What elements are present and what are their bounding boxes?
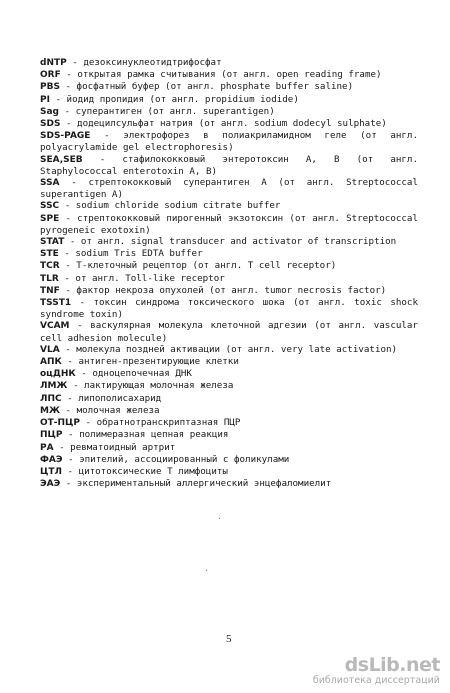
abbreviation-entry (40, 429, 418, 441)
abbreviation-definition: - молекула поздней активации (от англ. very late activation) (59, 343, 398, 355)
abbreviation-entry (40, 130, 418, 153)
abbreviation-definition: - sodium Tris EDTA buffer (58, 248, 203, 260)
abbreviation-entry (40, 236, 418, 248)
abbreviation-term: SDS-PAGE (40, 131, 91, 142)
abbreviation-definition: - от англ. signal transducer and activator of transcription (64, 236, 397, 248)
abbreviation-entry (40, 297, 418, 320)
abbreviation-definition: - дезоксинуклеотидтрифосфат (66, 57, 222, 68)
abbreviation-term: TLR (40, 273, 59, 284)
abbreviation-term: ORF (40, 70, 61, 81)
abbreviation-definition: - электрофорез в полиакриламидном геле (от англ. polyacrylamide gel electrophoresis) (40, 130, 418, 154)
abbreviation-entry (40, 118, 418, 130)
watermark-logo: dsLib.net (344, 654, 440, 676)
abbreviation-entry (40, 213, 418, 236)
abbreviation-term: dNTP (40, 58, 67, 68)
abbreviation-entry (40, 154, 418, 177)
abbreviation-definition: - токсин синдрома токсического шока (от англ. toxic shock syndrome toxin) (40, 297, 418, 321)
abbreviation-definition: - цитотоксические Т лимфоциты (61, 465, 228, 477)
abbreviation-entry (40, 393, 418, 405)
watermark (312, 655, 440, 686)
abbreviation-entry (40, 417, 418, 429)
abbreviation-definition: - одноцепочечная ДНК (75, 368, 192, 380)
abbreviation-entry (40, 368, 418, 380)
abbreviation-definition: - открытая рамка считывания (от англ. open reading frame) (60, 69, 382, 81)
scan-speck: · (204, 566, 209, 575)
abbreviation-term: ОТ-ПЦР (40, 418, 81, 429)
abbreviation-entry (40, 442, 418, 454)
abbreviation-definition: - васкулярная молекула клеточной адгезии (от англ. vascular cell adhesion molecule) (40, 320, 418, 344)
abbreviation-entry (40, 466, 418, 478)
abbreviation-term: оцДНК (40, 369, 76, 380)
abbreviation-entry (40, 81, 418, 93)
abbreviation-term: TCR (40, 261, 60, 272)
abbreviation-term: SDS (40, 119, 61, 130)
abbreviation-definition: - стрептококковый пирогенный экзотоксин (от англ. Streptococcal pyrogeneic exotoxin) (40, 212, 418, 236)
abbreviation-list (40, 57, 418, 490)
page-number: 5 (226, 633, 232, 645)
abbreviation-term: PBS (40, 82, 60, 93)
abbreviation-term: SEA,SEB (40, 154, 83, 165)
abbreviation-entry (40, 260, 418, 272)
abbreviation-entry (40, 94, 418, 106)
abbreviation-term: VLA (40, 344, 60, 355)
abbreviation-term: АПК (40, 357, 62, 368)
abbreviation-definition: - стрептококковый суперантиген А (от англ. Streptococcal superantigen A) (40, 177, 418, 201)
abbreviation-definition: - эпителий, ассоциированный с фоликулами (62, 453, 290, 465)
abbreviation-definition: - обратнотранскриптазная ПЦР (80, 417, 241, 429)
abbreviation-entry (40, 69, 418, 81)
abbreviation-term: PI (40, 94, 50, 105)
abbreviation-term: ПЦР (40, 430, 63, 441)
abbreviation-entry (40, 478, 418, 490)
abbreviation-definition: - йодид пропидия (от англ. propidium iodide) (49, 93, 299, 105)
abbreviation-entry (40, 200, 418, 212)
abbreviation-entry (40, 106, 418, 118)
abbreviation-definition: - молочная железа (59, 404, 160, 416)
abbreviation-term: TSST1 (40, 298, 72, 309)
abbreviation-term: ФАЭ (40, 454, 63, 465)
abbreviation-term: ЛМЖ (40, 381, 68, 392)
scan-speck: · (217, 514, 222, 523)
abbreviation-definition: - фактор некроза опухолей (от англ. tumor necrosis factor) (59, 284, 387, 296)
abbreviation-term: ЛПС (40, 393, 62, 404)
abbreviation-entry (40, 356, 418, 368)
abbreviation-definition: - от англ. Toll-like receptor (58, 272, 225, 284)
abbreviation-term: VCAM (40, 321, 70, 332)
abbreviation-term: МЖ (40, 405, 60, 416)
abbreviation-definition: - Т-клеточный рецептор (от англ. T cell receptor) (59, 260, 337, 272)
abbreviation-term: РА (40, 442, 54, 453)
abbreviation-entry (40, 380, 418, 392)
abbreviation-entry (40, 177, 418, 200)
abbreviation-entry (40, 320, 418, 343)
abbreviation-definition: - лактирующая молочная железа (67, 380, 234, 392)
abbreviation-definition: - антиген-презентирующие клетки (61, 356, 239, 368)
abbreviation-entry (40, 273, 418, 285)
abbreviation-definition: - стафилококковый энтеротоксин А, В (от англ. Staphylococcal enterotoxin A, B) (40, 153, 418, 177)
abbreviation-term: SPE (40, 213, 60, 224)
abbreviation-term: STE (40, 249, 59, 260)
abbreviation-definition: - экспериментальный аллергический энцефаломиелит (60, 478, 332, 490)
abbreviation-definition: - додецилсульфат натрия (от англ. sodium dodecyl sulphate) (60, 118, 387, 130)
abbreviation-term: STAT (40, 237, 65, 248)
watermark-subtitle: библиотека диссертаций (312, 675, 440, 686)
abbreviation-term: Sag (40, 106, 59, 117)
abbreviation-entry (40, 405, 418, 417)
abbreviation-term: ЭАЭ (40, 479, 61, 490)
abbreviation-term: TNF (40, 285, 60, 296)
abbreviation-definition: - липополисахарид (61, 392, 162, 404)
abbreviation-definition: - фосфатный буфер (от англ. phosphate buffer saline) (59, 81, 354, 93)
abbreviation-term: ЦТЛ (40, 466, 62, 477)
abbreviation-term: SSA (40, 178, 60, 189)
abbreviation-definition: - полимеразная цепная реакция (62, 429, 229, 441)
abbreviation-entry (40, 344, 418, 356)
abbreviation-term: SSC (40, 201, 60, 212)
abbreviation-entry (40, 454, 418, 466)
abbreviation-entry (40, 248, 418, 260)
abbreviation-definition: - sodium chloride sodium citrate buffer (59, 200, 281, 212)
abbreviation-definition: - суперантиген (от англ. superantigen) (59, 105, 275, 117)
abbreviation-entry (40, 57, 418, 69)
abbreviation-entry (40, 285, 418, 297)
abbreviation-definition: - ревматоидный артрит (53, 441, 176, 453)
